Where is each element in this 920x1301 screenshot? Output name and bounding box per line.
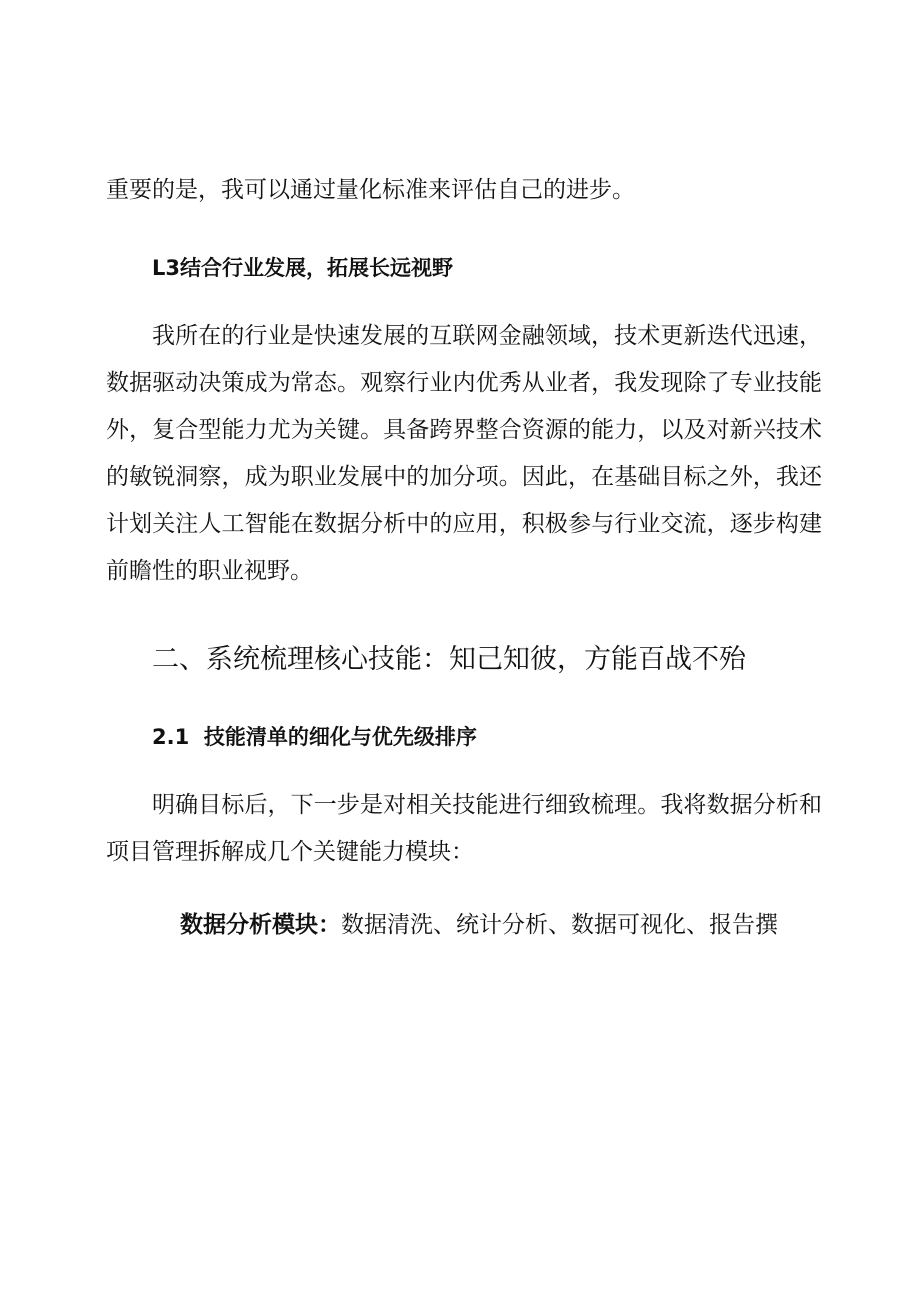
- industry-paragraph: 我所在的行业是快速发展的互联网金融领域，技术更新迭代迅速，数据驱动决策成为常态。观察行业内优秀从业者，我发现除了专业技能外，复合型能力尤为关键。具备跨界整合资源的能力，以及对新兴技术的敏锐洞察，成为职业发展中的加分项。因此，在基础目标之外，我还计划关注人工智能在数据分析中的应用，积极参与行业交流，逐步构建前瞻性的职业视野。: [106, 323, 822, 584]
- subsection-heading-2-1: 2.1 技能清单的细化与优先级排序: [152, 725, 477, 749]
- section-heading-2: 二、系统梳理核心技能：知己知彼，方能百战不殆: [152, 644, 746, 675]
- section-heading-l3: L3结合行业发展，拓展长远视野: [152, 256, 453, 280]
- continuation-text: 重要的是，我可以通过量化标准来评估自己的进步。: [106, 177, 635, 203]
- skills-paragraph: 明确目标后，下一步是对相关技能进行细致梳理。我将数据分析和项目管理拆解成几个关键能力模块：: [106, 792, 822, 865]
- module-text: 数据清洗、统计分析、数据可视化、报告撰: [341, 912, 778, 938]
- module-label: 数据分析模块：: [180, 911, 341, 938]
- module-line: [180, 910, 778, 940]
